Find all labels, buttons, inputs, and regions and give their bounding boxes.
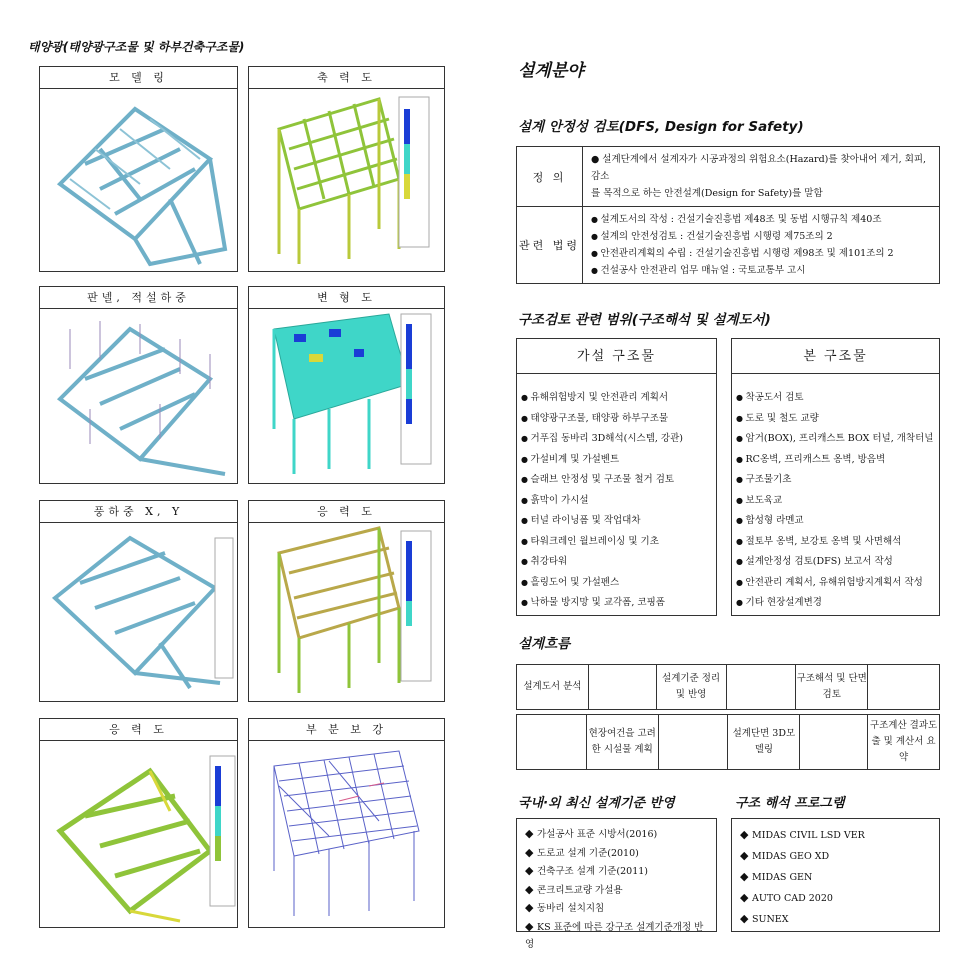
list-item: ● 태양광구조물, 태양광 하부구조물: [521, 409, 712, 430]
list-item: ● RC옹벽, 프리캐스트 옹벽, 방음벽: [736, 450, 935, 471]
panel-reinforcement: [248, 718, 445, 928]
programs-list: [731, 818, 940, 932]
main-structures-box: [731, 338, 940, 616]
list-item: ● 타워크레인 월브레이싱 및 기초: [521, 532, 712, 553]
list-item: ● 보도육교: [736, 491, 935, 512]
list-item: ● 기타 현장설계변경: [736, 593, 935, 614]
reinforcement-image: [249, 741, 444, 927]
panel-stress: [248, 500, 445, 702]
list-item: ● 절토부 옹벽, 보강토 옹벽 및 사면해석: [736, 532, 935, 553]
flow-step: [517, 715, 587, 770]
flow-row-2: [516, 714, 940, 770]
axial-force-image: [249, 89, 444, 271]
panel-title: 모 델 링: [40, 67, 237, 89]
flow-row-1: [516, 664, 940, 710]
flow-heading: 설계흐름: [518, 636, 571, 652]
list-item: ◆ 가설공사 표준 시방서(2016): [525, 825, 708, 844]
list-item: ● 구조물기초: [736, 470, 935, 491]
page-title: 설계분야: [518, 61, 584, 81]
definition-line-2: 를 목적으로 하는 안전설계(Design for Safety)를 말함: [591, 188, 823, 199]
panel-title: 응 력 도: [40, 719, 237, 741]
deformation-image: [249, 309, 444, 483]
list-item: ● 안전관리 계획서, 유해위험방지계획서 작성: [736, 573, 935, 594]
temp-structures-list: [517, 374, 716, 628]
main-structures-title: 본 구조물: [732, 339, 939, 374]
list-item: ◆ 건축구조 설계 기준(2011): [525, 862, 708, 881]
stress-image: [249, 523, 444, 701]
list-item: ● 설계안정성 검토(DFS) 보고서 작성: [736, 552, 935, 573]
panel-wind-load: [39, 500, 238, 702]
flow-step: [868, 665, 940, 710]
list-item: ◆ AUTO CAD 2020: [740, 888, 931, 909]
law-line: ● 설계의 안전성검토 : 건설기술진흥법 시행령 제75조의 2: [591, 228, 931, 245]
flow-step: [658, 715, 728, 770]
law-line: ● 건설공사 안전관리 업무 매뉴얼 : 국토교통부 고시: [591, 262, 931, 279]
flow-step: 설계단면 3D모델링: [728, 715, 800, 770]
panel-title: 응 력 도: [249, 501, 444, 523]
list-item: ● 터널 라이닝폼 및 작업대차: [521, 511, 712, 532]
list-item: ◆ MIDAS GEN: [740, 867, 931, 888]
flow-step: [800, 715, 868, 770]
list-item: ◆ KS 표준에 따른 강구조 설계기준개정 반영: [525, 918, 708, 954]
list-item: ● 합성형 라멘교: [736, 511, 935, 532]
list-item: ● 가설비계 및 가설벤트: [521, 450, 712, 471]
left-header: 태양광(태양광구조물 및 하부건축구조물): [28, 40, 245, 54]
list-item: ◆ 콘크리트교량 가설용: [525, 881, 708, 900]
list-item: ● 착공도서 검토: [736, 388, 935, 409]
flow-step: 설계기준 정리 및 반영: [656, 665, 726, 710]
panel-title: 부 분 보 강: [249, 719, 444, 741]
panel-modeling: [39, 66, 238, 272]
list-item: ● 슬래브 안정성 및 구조물 철거 검토: [521, 470, 712, 491]
flow-step: 구조해석 및 단면검토: [796, 665, 868, 710]
temp-structures-title: 가설 구조물: [517, 339, 716, 374]
law-cell: [583, 207, 940, 284]
definition-line-1: ● 설계단계에서 설계자가 시공과정의 위험요소(Hazard)를 찾아내어 제거, 회피, 감소: [591, 154, 927, 182]
list-item: ● 거푸집 동바리 3D해석(시스템, 강관): [521, 429, 712, 450]
scope-heading: 구조검토 관련 범위(구조해석 및 설계도서): [518, 312, 771, 328]
list-item: ◆ 동바리 설치지침: [525, 899, 708, 918]
standards-list: [516, 818, 717, 950]
law-line: ● 설계도서의 작성 : 건설기술진흥법 제48조 및 동법 시행규칙 제40조: [591, 211, 931, 228]
wind-load-image: [40, 523, 237, 701]
flow-step: [588, 665, 656, 710]
panel-title: 판넬, 적설하중: [40, 287, 237, 309]
law-line: ● 안전관리계획의 수립 : 건설기술진흥법 시행령 제98조 및 제101조의 2: [591, 245, 931, 262]
truss-model-image: [40, 89, 237, 271]
list-item: ◆ 도로교 설계 기준(2010): [525, 844, 708, 863]
programs-heading: 구조 해석 프로그램: [735, 796, 845, 811]
panel-title: 변 형 도: [249, 287, 444, 309]
definition-cell: [583, 147, 940, 207]
definition-label: 정 의: [517, 147, 583, 207]
panel-snow-load: [39, 286, 238, 484]
flow-step: 설계도서 분석: [517, 665, 589, 710]
temp-structures-box: [516, 338, 717, 616]
list-item: ● 흙막이 가시설: [521, 491, 712, 512]
list-item: ◆ SUNEX: [740, 909, 931, 930]
list-item: ◆ MIDAS CIVIL LSD VER: [740, 825, 931, 846]
standards-heading: 국내·외 최신 설계기준 반영: [518, 796, 675, 811]
panel-title: 축 력 도: [249, 67, 444, 89]
panel-axial: [248, 66, 445, 272]
list-item: ● 유해위험방지 및 안전관리 계획서: [521, 388, 712, 409]
list-item: ● 흘링도어 및 가설펜스: [521, 573, 712, 594]
flow-step: 구조계산 결과도출 및 계산서 요약: [868, 715, 940, 770]
list-item: ● 취강타워: [521, 552, 712, 573]
main-structures-list: [732, 374, 939, 628]
panel-title: 풍하중 X, Y: [40, 501, 237, 523]
list-item: ● 낙하물 방지망 및 교각폼, 코핑폼: [521, 593, 712, 614]
panel-stress-2: [39, 718, 238, 928]
list-item: ◆ MIDAS GEO XD: [740, 846, 931, 867]
list-item: ● 암거(BOX), 프리캐스트 BOX 터널, 개착터널: [736, 429, 935, 450]
flow-step: 현장여건을 고려한 시설물 계획: [586, 715, 658, 770]
panel-deformation: [248, 286, 445, 484]
dfs-heading: 설계 안정성 검토(DFS, Design for Safety): [518, 119, 804, 135]
list-item: ● 도로 및 철도 교량: [736, 409, 935, 430]
dfs-table: [516, 146, 940, 284]
snow-load-image: [40, 309, 237, 483]
law-label: 관련 법령: [517, 207, 583, 284]
stress-2-image: [40, 741, 237, 927]
flow-step: [726, 665, 796, 710]
